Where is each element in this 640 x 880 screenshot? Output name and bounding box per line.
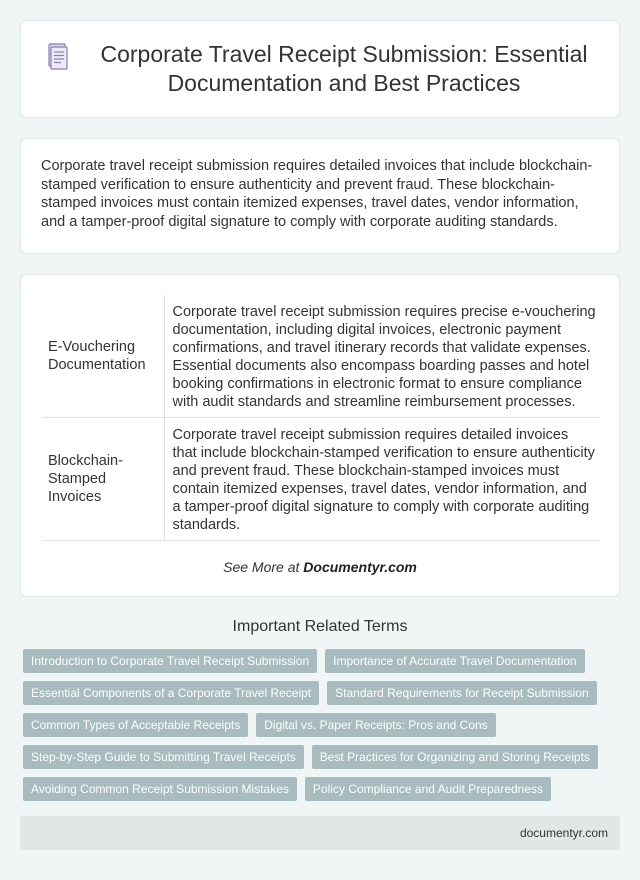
related-term-tag[interactable]: Avoiding Common Receipt Submission Mistakes bbox=[23, 777, 297, 801]
tag-row bbox=[23, 681, 623, 705]
title-row bbox=[21, 21, 619, 117]
documentation-table bbox=[42, 295, 600, 541]
page-title: Corporate Travel Receipt Submission: Essential Documentation and Best Practices bbox=[100, 41, 588, 96]
footer-domain[interactable]: documentyr.com bbox=[519, 826, 608, 840]
related-term-tag[interactable]: Common Types of Acceptable Receipts bbox=[23, 713, 248, 737]
title-card bbox=[20, 20, 620, 118]
tag-row bbox=[23, 713, 623, 737]
related-term-tag[interactable]: Policy Compliance and Audit Preparedness bbox=[305, 777, 551, 801]
related-term-tag[interactable]: Importance of Accurate Travel Documentation bbox=[325, 649, 584, 673]
table-row bbox=[42, 295, 600, 418]
related-term-tag[interactable]: Essential Components of a Corporate Travel Receipt bbox=[23, 681, 319, 705]
see-more-link[interactable] bbox=[21, 559, 619, 575]
table-term: E-Vouchering Documentation bbox=[42, 295, 164, 418]
tag-row bbox=[23, 777, 623, 801]
related-term-tag[interactable]: Best Practices for Organizing and Storing Receipts bbox=[312, 745, 598, 769]
related-terms-list bbox=[23, 649, 623, 809]
related-term-tag[interactable]: Introduction to Corporate Travel Receipt Submission bbox=[23, 649, 317, 673]
table-description: Corporate travel receipt submission requires precise e-vouchering documentation, including digital invoices, electronic payment confirmations, and travel itinerary records that validate expenses. Essential documents also encompass boarding passes and hotel booking confirmations in electronic format to ensure compliance with audit standards and streamline reimbursement processes. bbox=[164, 295, 600, 418]
footer bbox=[20, 816, 620, 850]
related-term-tag[interactable]: Digital vs. Paper Receipts: Pros and Cons bbox=[256, 713, 495, 737]
related-terms-heading: Important Related Terms bbox=[232, 618, 408, 635]
documentation-table-card bbox=[20, 274, 620, 597]
table-description: Corporate travel receipt submission requires detailed invoices that include blockchain-stamped verification to ensure authenticity and prevent fraud. These blockchain-stamped invoices must contain itemized expenses, travel dates, vendor information, and a tamper-proof digital signature to comply with corporate auditing standards. bbox=[164, 418, 600, 541]
summary-text: Corporate travel receipt submission requires detailed invoices that include blockchain-stamped verification to ensure authenticity and prevent fraud. These blockchain-stamped invoices must contain itemized expenses, travel dates, vendor information, and a tamper-proof digital signature to comply with corporate auditing standards. bbox=[41, 158, 593, 230]
related-term-tag[interactable]: Standard Requirements for Receipt Submission bbox=[327, 681, 596, 705]
table-row bbox=[42, 418, 600, 541]
summary-card bbox=[20, 138, 620, 254]
table-term: Blockchain-Stamped Invoices bbox=[42, 418, 164, 541]
document-icon bbox=[45, 42, 71, 72]
see-more-prefix: See More at bbox=[223, 559, 304, 575]
see-more-brand[interactable]: Documentyr.com bbox=[303, 559, 417, 575]
related-term-tag[interactable]: Step-by-Step Guide to Submitting Travel Receipts bbox=[23, 745, 304, 769]
tag-row bbox=[23, 649, 623, 673]
tag-row bbox=[23, 745, 623, 769]
